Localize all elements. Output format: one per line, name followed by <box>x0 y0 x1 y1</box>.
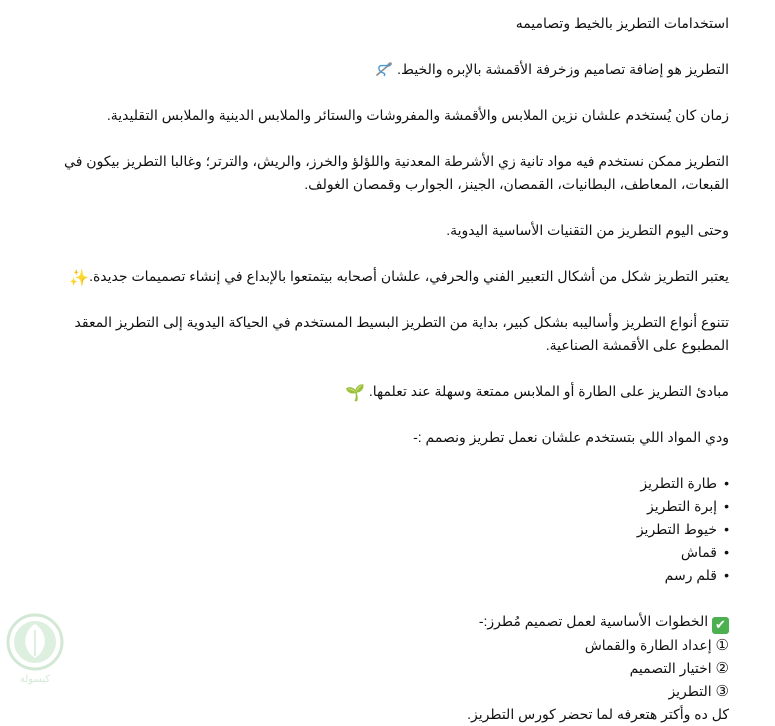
step-text: التطريز <box>668 683 712 699</box>
step-item <box>38 634 729 657</box>
step-number: ③ <box>715 682 729 700</box>
watermark-logo <box>2 612 68 688</box>
document-body <box>38 12 729 726</box>
watermark-text: كبسولة <box>19 674 51 685</box>
list-item: • طارة التطريز <box>38 472 729 495</box>
step-item <box>38 657 729 680</box>
materials-intro: ودي المواد اللي بتستخدم علشان نعمل تطريز ونصمم :- <box>413 429 729 445</box>
sparkles-icon: ✨ <box>69 268 90 287</box>
leaf-logo-icon <box>2 612 68 688</box>
step-number: ① <box>715 636 729 654</box>
paragraph-definition-text: التطريز هو إضافة تصاميم وزخرفة الأقمشة بالإبره والخيط. <box>397 61 729 77</box>
paragraph-principles <box>38 380 729 403</box>
paragraph-art-expression <box>38 265 729 288</box>
document-title: استخدامات التطريز بالخيط وتصاميمه <box>515 15 729 31</box>
sewing-needle-icon <box>375 61 393 77</box>
step-item <box>38 680 729 703</box>
paragraph-principles-text: مبادئ التطريز على الطارة أو الملابس ممتعة وسهلة عند تعلمها. <box>368 383 729 399</box>
paragraph-materials-usage: التطريز ممكن نستخدم فيه مواد تانية زي الأشرطة المعدنية واللؤلؤ والخرز، والريش، والترتر؛ وغالبا التطريز بيكون في القبعات، المعاطف، البطانيات، القمصان، الجينز، الجوارب وقمصان الغولف. <box>64 153 729 192</box>
paragraph-history: زمان كان يُستخدم علشان نزين الملابس والأقمشة والمفروشات والستائر والملابس الدينية والملابس التقليدية. <box>106 107 729 123</box>
paragraph-today: وحتى اليوم التطريز من التقنيات الأساسية اليدوية. <box>446 222 729 238</box>
list-item: • قلم رسم <box>38 564 729 587</box>
list-item: • قماش <box>38 541 729 564</box>
step-text: إعداد الطارة والقماش <box>584 637 712 653</box>
materials-list <box>38 472 729 587</box>
paragraph-types: تتنوع أنواع التطريز وأساليبه بشكل كبير، بداية من التطريز البسيط المستخدم في الحياكة اليدوية إلى التطريز المعقد المطبوع على الأقمشة الصناعية. <box>74 314 729 353</box>
list-item: • خيوط التطريز <box>38 518 729 541</box>
list-item: • إبرة التطريز <box>38 495 729 518</box>
step-number: ② <box>715 659 729 677</box>
paragraph-art-expression-text: يعتبر التطريز شكل من أشكال التعبير الفني والحرفي، علشان أصحابه بيتمتعوا بالإبداع في إنشاء تصميمات جديدة. <box>89 268 729 284</box>
step-text: اختيار التصميم <box>629 660 712 676</box>
steps-heading-text: الخطوات الأساسية لعمل تصميم مُطرز:- <box>478 613 709 629</box>
paragraph-definition <box>38 58 729 81</box>
steps-heading <box>38 610 729 634</box>
closing-line: كل ده وأكتر هتعرفه لما تحضر كورس التطريز. <box>467 706 729 722</box>
seedling-icon: 🌱 <box>345 383 365 402</box>
check-mark-icon: ✔ <box>712 617 729 634</box>
